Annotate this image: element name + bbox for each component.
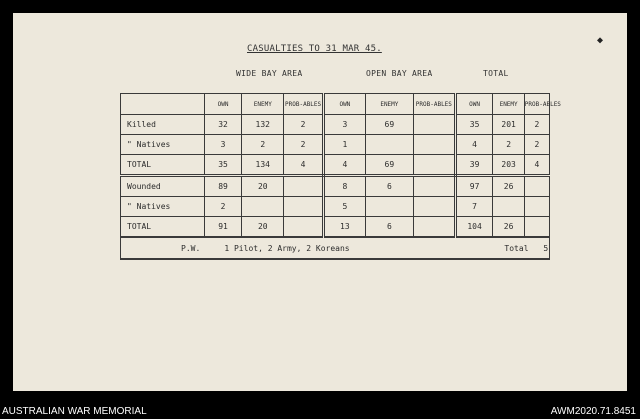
table-cell — [413, 217, 455, 238]
table-cell — [493, 197, 524, 217]
col-header: ENEMY — [493, 94, 524, 115]
pw-label: P.W. — [181, 243, 201, 253]
table-cell — [242, 197, 284, 217]
table-cell: 35 — [455, 115, 493, 135]
area-heading-open-bay: OPEN BAY AREA — [366, 69, 433, 78]
table-cell: 6 — [365, 176, 413, 197]
table-cell: 35 — [204, 155, 242, 176]
table-cell: 104 — [455, 217, 493, 238]
table-row — [121, 135, 550, 155]
table-cell — [413, 176, 455, 197]
punch-mark-icon: ◆ — [596, 35, 603, 46]
table-cell — [413, 155, 455, 176]
table-cell — [524, 197, 549, 217]
table-cell: 4 — [524, 155, 549, 176]
table-cell — [524, 176, 549, 197]
table-cell: 201 — [493, 115, 524, 135]
table-cell — [413, 197, 455, 217]
table-cell — [365, 135, 413, 155]
table-cell: 8 — [323, 176, 365, 197]
table-cell: 132 — [242, 115, 284, 135]
row-label: TOTAL — [121, 155, 205, 176]
area-heading-total: TOTAL — [483, 69, 509, 78]
table-cell: 3 — [323, 115, 365, 135]
table-cell: 97 — [455, 176, 493, 197]
table-cell: 69 — [365, 115, 413, 135]
footer-right-accession: AWM2020.71.8451 — [550, 406, 636, 417]
pw-detail: 1 Pilot, 2 Army, 2 Koreans — [224, 243, 350, 253]
table-cell — [284, 176, 324, 197]
row-label: Killed — [121, 115, 205, 135]
table-cell: 20 — [242, 217, 284, 238]
pw-total-value: 5 — [543, 243, 549, 253]
table-row — [121, 217, 550, 238]
table-cell: 203 — [493, 155, 524, 176]
table-cell: 4 — [323, 155, 365, 176]
table-row — [121, 176, 550, 197]
table-cell: 134 — [242, 155, 284, 176]
table-cell: 2 — [204, 197, 242, 217]
table-cell: 2 — [524, 115, 549, 135]
col-header: PROB-ABLES — [284, 94, 324, 115]
col-header: OWN — [323, 94, 365, 115]
table-cell — [413, 115, 455, 135]
table-cell — [284, 217, 324, 238]
pw-total-label: Total — [504, 243, 529, 253]
table-cell: 1 — [323, 135, 365, 155]
table-cell: 3 — [204, 135, 242, 155]
table-cell — [413, 135, 455, 155]
table-cell: 69 — [365, 155, 413, 176]
row-label: Wounded — [121, 176, 205, 197]
corner-cell — [121, 94, 205, 115]
table-cell: 7 — [455, 197, 493, 217]
document-title: CASUALTIES TO 31 MAR 45. — [247, 44, 382, 54]
table-cell: 5 — [323, 197, 365, 217]
table-cell: 2 — [242, 135, 284, 155]
row-label: " Natives — [121, 197, 205, 217]
pw-cell — [121, 237, 550, 259]
col-header: OWN — [455, 94, 493, 115]
pw-row — [121, 237, 550, 259]
table-cell: 2 — [493, 135, 524, 155]
row-label: TOTAL — [121, 217, 205, 238]
table-cell — [284, 197, 324, 217]
table-cell: 26 — [493, 217, 524, 238]
area-heading-wide-bay: WIDE BAY AREA — [236, 69, 303, 78]
table-cell: 13 — [323, 217, 365, 238]
table-row — [121, 197, 550, 217]
col-header: ENEMY — [242, 94, 284, 115]
table-cell: 89 — [204, 176, 242, 197]
table-cell: 6 — [365, 217, 413, 238]
table-cell: 32 — [204, 115, 242, 135]
col-header: PROB-ABLES — [413, 94, 455, 115]
table-cell: 4 — [284, 155, 324, 176]
table-cell: 26 — [493, 176, 524, 197]
table-cell: 91 — [204, 217, 242, 238]
table-cell: 4 — [455, 135, 493, 155]
col-header: OWN — [204, 94, 242, 115]
col-header: PROB-ABLES — [524, 94, 549, 115]
table-cell: 2 — [284, 135, 324, 155]
footer-left-credit: AUSTRALIAN WAR MEMORIAL — [2, 406, 147, 417]
row-label: " Natives — [121, 135, 205, 155]
table-row — [121, 115, 550, 135]
table-cell: 2 — [524, 135, 549, 155]
col-header: ENEMY — [365, 94, 413, 115]
header-row — [121, 94, 550, 115]
casualty-table — [120, 93, 561, 260]
table-row — [121, 155, 550, 176]
table-cell: 20 — [242, 176, 284, 197]
table-cell — [365, 197, 413, 217]
table-cell: 2 — [284, 115, 324, 135]
table-cell: 39 — [455, 155, 493, 176]
table-cell — [524, 217, 549, 238]
